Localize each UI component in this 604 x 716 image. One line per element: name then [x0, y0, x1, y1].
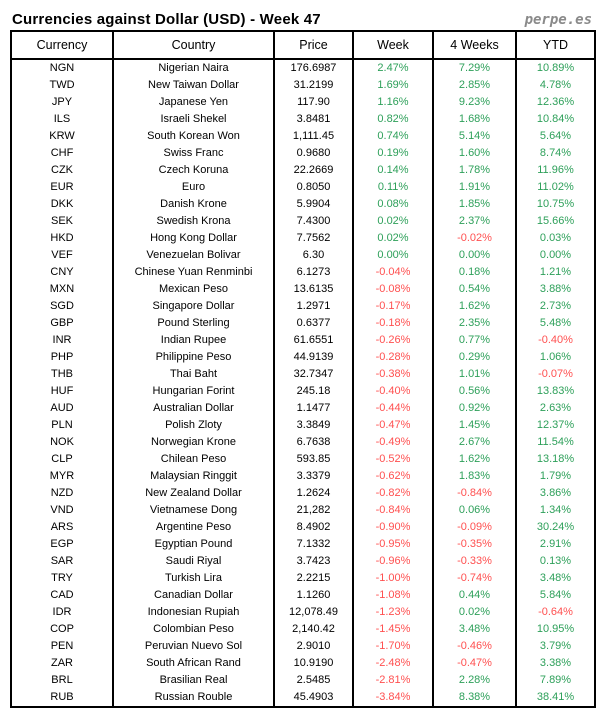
four-weeks-change-cell: 1.45% — [433, 417, 516, 434]
four-weeks-change-cell: 0.44% — [433, 587, 516, 604]
perpe-logo: perpe.es — [524, 12, 592, 28]
four-weeks-change-cell: 1.83% — [433, 468, 516, 485]
country-cell: Colombian Peso — [113, 621, 274, 638]
ytd-change-cell: 13.18% — [516, 451, 595, 468]
price-cell: 8.4902 — [274, 519, 353, 536]
country-cell: Chinese Yuan Renminbi — [113, 264, 274, 281]
week-change-cell: -0.62% — [353, 468, 433, 485]
column-header-ytd: YTD — [516, 31, 595, 59]
table-row — [11, 417, 595, 434]
price-cell: 31.2199 — [274, 77, 353, 94]
header-row — [11, 31, 595, 59]
price-cell: 0.6377 — [274, 315, 353, 332]
table-row — [11, 196, 595, 213]
week-change-cell: -1.08% — [353, 587, 433, 604]
price-cell: 6.7638 — [274, 434, 353, 451]
table-row — [11, 77, 595, 94]
currency-code-cell: SEK — [11, 213, 113, 230]
price-cell: 2.2215 — [274, 570, 353, 587]
week-change-cell: -0.17% — [353, 298, 433, 315]
ytd-change-cell: 11.54% — [516, 434, 595, 451]
price-cell: 5.9904 — [274, 196, 353, 213]
price-cell: 1.2971 — [274, 298, 353, 315]
country-cell: Mexican Peso — [113, 281, 274, 298]
four-weeks-change-cell: 2.28% — [433, 672, 516, 689]
week-change-cell: -0.95% — [353, 536, 433, 553]
four-weeks-change-cell: 0.18% — [433, 264, 516, 281]
price-cell: 1,111.45 — [274, 128, 353, 145]
currency-code-cell: IDR — [11, 604, 113, 621]
table-row — [11, 672, 595, 689]
week-change-cell: -0.52% — [353, 451, 433, 468]
table-header — [11, 31, 595, 59]
price-cell: 7.7562 — [274, 230, 353, 247]
four-weeks-change-cell: 2.37% — [433, 213, 516, 230]
country-cell: Turkish Lira — [113, 570, 274, 587]
four-weeks-change-cell: 2.85% — [433, 77, 516, 94]
price-cell: 6.1273 — [274, 264, 353, 281]
week-change-cell: 0.82% — [353, 111, 433, 128]
table-row — [11, 519, 595, 536]
week-change-cell: -0.40% — [353, 383, 433, 400]
country-cell: Japanese Yen — [113, 94, 274, 111]
four-weeks-change-cell: 0.56% — [433, 383, 516, 400]
table-row — [11, 349, 595, 366]
four-weeks-change-cell: -0.84% — [433, 485, 516, 502]
table-row — [11, 315, 595, 332]
week-change-cell: -0.44% — [353, 400, 433, 417]
week-change-cell: 2.47% — [353, 59, 433, 77]
week-change-cell: -1.45% — [353, 621, 433, 638]
four-weeks-change-cell: 7.29% — [433, 59, 516, 77]
table-row — [11, 94, 595, 111]
four-weeks-change-cell: 9.23% — [433, 94, 516, 111]
four-weeks-change-cell: 1.85% — [433, 196, 516, 213]
currency-code-cell: THB — [11, 366, 113, 383]
table-row — [11, 536, 595, 553]
four-weeks-change-cell: 1.60% — [433, 145, 516, 162]
price-cell: 44.9139 — [274, 349, 353, 366]
country-cell: New Zealand Dollar — [113, 485, 274, 502]
price-cell: 21,282 — [274, 502, 353, 519]
price-cell: 12,078.49 — [274, 604, 353, 621]
currency-code-cell: BRL — [11, 672, 113, 689]
table-row — [11, 128, 595, 145]
four-weeks-change-cell: 0.77% — [433, 332, 516, 349]
table-row — [11, 468, 595, 485]
currency-code-cell: NGN — [11, 59, 113, 77]
country-cell: Polish Zloty — [113, 417, 274, 434]
country-cell: Indonesian Rupiah — [113, 604, 274, 621]
four-weeks-change-cell: 0.00% — [433, 247, 516, 264]
ytd-change-cell: 5.48% — [516, 315, 595, 332]
ytd-change-cell: 1.06% — [516, 349, 595, 366]
price-cell: 2,140.42 — [274, 621, 353, 638]
country-cell: Indian Rupee — [113, 332, 274, 349]
four-weeks-change-cell: 0.02% — [433, 604, 516, 621]
table-row — [11, 111, 595, 128]
country-cell: Thai Baht — [113, 366, 274, 383]
price-cell: 0.8050 — [274, 179, 353, 196]
four-weeks-change-cell: 8.38% — [433, 689, 516, 707]
four-weeks-change-cell: 1.62% — [433, 451, 516, 468]
four-weeks-change-cell: 0.92% — [433, 400, 516, 417]
price-cell: 7.1332 — [274, 536, 353, 553]
week-change-cell: -1.00% — [353, 570, 433, 587]
week-change-cell: -0.84% — [353, 502, 433, 519]
price-cell: 2.5485 — [274, 672, 353, 689]
currency-code-cell: MXN — [11, 281, 113, 298]
price-cell: 32.7347 — [274, 366, 353, 383]
ytd-change-cell: 0.00% — [516, 247, 595, 264]
table-row — [11, 298, 595, 315]
currency-code-cell: SGD — [11, 298, 113, 315]
currency-code-cell: CZK — [11, 162, 113, 179]
ytd-change-cell: -0.07% — [516, 366, 595, 383]
ytd-change-cell: 12.36% — [516, 94, 595, 111]
table-row — [11, 59, 595, 77]
currency-code-cell: HUF — [11, 383, 113, 400]
price-cell: 6.30 — [274, 247, 353, 264]
price-cell: 3.3379 — [274, 468, 353, 485]
country-cell: Peruvian Nuevo Sol — [113, 638, 274, 655]
country-cell: Brasilian Real — [113, 672, 274, 689]
ytd-change-cell: 10.95% — [516, 621, 595, 638]
ytd-change-cell: 3.48% — [516, 570, 595, 587]
ytd-change-cell: 5.84% — [516, 587, 595, 604]
ytd-change-cell: 11.02% — [516, 179, 595, 196]
week-change-cell: -0.47% — [353, 417, 433, 434]
currency-code-cell: ZAR — [11, 655, 113, 672]
price-cell: 61.6551 — [274, 332, 353, 349]
country-cell: Hungarian Forint — [113, 383, 274, 400]
table-row — [11, 179, 595, 196]
price-cell: 1.1260 — [274, 587, 353, 604]
country-cell: Pound Sterling — [113, 315, 274, 332]
country-cell: New Taiwan Dollar — [113, 77, 274, 94]
ytd-change-cell: 10.89% — [516, 59, 595, 77]
currency-code-cell: NZD — [11, 485, 113, 502]
four-weeks-change-cell: 2.67% — [433, 434, 516, 451]
ytd-change-cell: 3.86% — [516, 485, 595, 502]
ytd-change-cell: -0.40% — [516, 332, 595, 349]
table-row — [11, 451, 595, 468]
price-cell: 117.90 — [274, 94, 353, 111]
four-weeks-change-cell: -0.74% — [433, 570, 516, 587]
table-row — [11, 655, 595, 672]
currency-code-cell: TRY — [11, 570, 113, 587]
currency-code-cell: KRW — [11, 128, 113, 145]
country-cell: Australian Dollar — [113, 400, 274, 417]
ytd-change-cell: 3.79% — [516, 638, 595, 655]
price-cell: 3.7423 — [274, 553, 353, 570]
currency-code-cell: TWD — [11, 77, 113, 94]
country-cell: Israeli Shekel — [113, 111, 274, 128]
table-row — [11, 689, 595, 707]
table-row — [11, 247, 595, 264]
price-cell: 45.4903 — [274, 689, 353, 707]
table-row — [11, 145, 595, 162]
currency-code-cell: ILS — [11, 111, 113, 128]
ytd-change-cell: 15.66% — [516, 213, 595, 230]
table-body — [11, 59, 595, 707]
table-row — [11, 587, 595, 604]
ytd-change-cell: 0.03% — [516, 230, 595, 247]
week-change-cell: 1.16% — [353, 94, 433, 111]
currency-code-cell: NOK — [11, 434, 113, 451]
four-weeks-change-cell: -0.09% — [433, 519, 516, 536]
price-cell: 0.9680 — [274, 145, 353, 162]
currency-code-cell: VND — [11, 502, 113, 519]
table-row — [11, 230, 595, 247]
price-cell: 22.2669 — [274, 162, 353, 179]
country-cell: Euro — [113, 179, 274, 196]
price-cell: 593.85 — [274, 451, 353, 468]
four-weeks-change-cell: -0.02% — [433, 230, 516, 247]
country-cell: Hong Kong Dollar — [113, 230, 274, 247]
currency-code-cell: AUD — [11, 400, 113, 417]
week-change-cell: -0.26% — [353, 332, 433, 349]
week-change-cell: 0.02% — [353, 213, 433, 230]
currency-code-cell: EGP — [11, 536, 113, 553]
week-change-cell: -0.38% — [353, 366, 433, 383]
ytd-change-cell: 10.75% — [516, 196, 595, 213]
currency-table — [10, 30, 596, 708]
week-change-cell: 0.02% — [353, 230, 433, 247]
week-change-cell: 0.74% — [353, 128, 433, 145]
four-weeks-change-cell: 0.29% — [433, 349, 516, 366]
price-cell: 7.4300 — [274, 213, 353, 230]
country-cell: Philippine Peso — [113, 349, 274, 366]
currency-code-cell: PHP — [11, 349, 113, 366]
week-change-cell: -3.84% — [353, 689, 433, 707]
table-row — [11, 400, 595, 417]
price-cell: 1.2624 — [274, 485, 353, 502]
week-change-cell: -0.90% — [353, 519, 433, 536]
ytd-change-cell: 10.84% — [516, 111, 595, 128]
table-row — [11, 553, 595, 570]
four-weeks-change-cell: 0.54% — [433, 281, 516, 298]
ytd-change-cell: 4.78% — [516, 77, 595, 94]
week-change-cell: 0.00% — [353, 247, 433, 264]
country-cell: Singapore Dollar — [113, 298, 274, 315]
ytd-change-cell: 13.83% — [516, 383, 595, 400]
week-change-cell: -0.49% — [353, 434, 433, 451]
column-header-currency: Currency — [11, 31, 113, 59]
week-change-cell: -2.48% — [353, 655, 433, 672]
country-cell: Argentine Peso — [113, 519, 274, 536]
ytd-change-cell: 8.74% — [516, 145, 595, 162]
currency-code-cell: CLP — [11, 451, 113, 468]
table-row — [11, 264, 595, 281]
week-change-cell: 1.69% — [353, 77, 433, 94]
table-row — [11, 502, 595, 519]
currency-code-cell: COP — [11, 621, 113, 638]
country-cell: Czech Koruna — [113, 162, 274, 179]
four-weeks-change-cell: 1.78% — [433, 162, 516, 179]
country-cell: Danish Krone — [113, 196, 274, 213]
ytd-change-cell: 1.79% — [516, 468, 595, 485]
four-weeks-change-cell: -0.33% — [433, 553, 516, 570]
week-change-cell: -0.96% — [353, 553, 433, 570]
country-cell: Swiss Franc — [113, 145, 274, 162]
price-cell: 3.8481 — [274, 111, 353, 128]
four-weeks-change-cell: -0.46% — [433, 638, 516, 655]
country-cell: Canadian Dollar — [113, 587, 274, 604]
page-title: Currencies against Dollar (USD) - Week 47 — [12, 11, 321, 28]
table-row — [11, 570, 595, 587]
ytd-change-cell: 12.37% — [516, 417, 595, 434]
table-row — [11, 281, 595, 298]
table-row — [11, 485, 595, 502]
ytd-change-cell: 5.64% — [516, 128, 595, 145]
currency-code-cell: PLN — [11, 417, 113, 434]
currency-code-cell: EUR — [11, 179, 113, 196]
currency-code-cell: INR — [11, 332, 113, 349]
week-change-cell: -0.04% — [353, 264, 433, 281]
currency-code-cell: CHF — [11, 145, 113, 162]
ytd-change-cell: 3.38% — [516, 655, 595, 672]
ytd-change-cell: -0.64% — [516, 604, 595, 621]
ytd-change-cell: 7.89% — [516, 672, 595, 689]
column-header-4weeks: 4 Weeks — [433, 31, 516, 59]
price-cell: 3.3849 — [274, 417, 353, 434]
country-cell: Malaysian Ringgit — [113, 468, 274, 485]
country-cell: South Korean Won — [113, 128, 274, 145]
table-row — [11, 638, 595, 655]
price-cell: 13.6135 — [274, 281, 353, 298]
four-weeks-change-cell: 3.48% — [433, 621, 516, 638]
price-cell: 10.9190 — [274, 655, 353, 672]
currency-code-cell: DKK — [11, 196, 113, 213]
price-cell: 176.6987 — [274, 59, 353, 77]
ytd-change-cell: 2.63% — [516, 400, 595, 417]
four-weeks-change-cell: -0.47% — [433, 655, 516, 672]
week-change-cell: -0.18% — [353, 315, 433, 332]
week-change-cell: 0.11% — [353, 179, 433, 196]
currency-code-cell: JPY — [11, 94, 113, 111]
week-change-cell: 0.19% — [353, 145, 433, 162]
week-change-cell: -0.08% — [353, 281, 433, 298]
week-change-cell: 0.14% — [353, 162, 433, 179]
country-cell: Saudi Riyal — [113, 553, 274, 570]
country-cell: Venezuelan Bolivar — [113, 247, 274, 264]
ytd-change-cell: 1.21% — [516, 264, 595, 281]
four-weeks-change-cell: 1.91% — [433, 179, 516, 196]
ytd-change-cell: 2.73% — [516, 298, 595, 315]
currency-code-cell: ARS — [11, 519, 113, 536]
week-change-cell: -2.81% — [353, 672, 433, 689]
table-row — [11, 213, 595, 230]
country-cell: Swedish Krona — [113, 213, 274, 230]
currency-code-cell: MYR — [11, 468, 113, 485]
table-row — [11, 366, 595, 383]
table-row — [11, 604, 595, 621]
currency-code-cell: VEF — [11, 247, 113, 264]
ytd-change-cell: 3.88% — [516, 281, 595, 298]
week-change-cell: -0.28% — [353, 349, 433, 366]
week-change-cell: 0.08% — [353, 196, 433, 213]
currency-code-cell: CNY — [11, 264, 113, 281]
week-change-cell: -0.82% — [353, 485, 433, 502]
four-weeks-change-cell: 1.62% — [433, 298, 516, 315]
country-cell: Vietnamese Dong — [113, 502, 274, 519]
country-cell: Norwegian Krone — [113, 434, 274, 451]
country-cell: Nigerian Naira — [113, 59, 274, 77]
four-weeks-change-cell: 5.14% — [433, 128, 516, 145]
four-weeks-change-cell: 1.01% — [433, 366, 516, 383]
ytd-change-cell: 1.34% — [516, 502, 595, 519]
currency-code-cell: CAD — [11, 587, 113, 604]
ytd-change-cell: 0.13% — [516, 553, 595, 570]
four-weeks-change-cell: -0.35% — [433, 536, 516, 553]
currency-code-cell: RUB — [11, 689, 113, 707]
four-weeks-change-cell: 1.68% — [433, 111, 516, 128]
table-row — [11, 162, 595, 179]
table-row — [11, 621, 595, 638]
currency-code-cell: PEN — [11, 638, 113, 655]
table-row — [11, 332, 595, 349]
title-bar — [10, 2, 594, 29]
ytd-change-cell: 2.91% — [516, 536, 595, 553]
currency-code-cell: HKD — [11, 230, 113, 247]
price-cell: 1.1477 — [274, 400, 353, 417]
table-row — [11, 434, 595, 451]
week-change-cell: -1.70% — [353, 638, 433, 655]
four-weeks-change-cell: 2.35% — [433, 315, 516, 332]
column-header-price: Price — [274, 31, 353, 59]
price-cell: 2.9010 — [274, 638, 353, 655]
column-header-week: Week — [353, 31, 433, 59]
currency-code-cell: SAR — [11, 553, 113, 570]
currency-code-cell: GBP — [11, 315, 113, 332]
country-cell: Egyptian Pound — [113, 536, 274, 553]
ytd-change-cell: 30.24% — [516, 519, 595, 536]
ytd-change-cell: 11.96% — [516, 162, 595, 179]
four-weeks-change-cell: 0.06% — [433, 502, 516, 519]
country-cell: South African Rand — [113, 655, 274, 672]
column-header-country: Country — [113, 31, 274, 59]
country-cell: Chilean Peso — [113, 451, 274, 468]
price-cell: 245.18 — [274, 383, 353, 400]
week-change-cell: -1.23% — [353, 604, 433, 621]
country-cell: Russian Rouble — [113, 689, 274, 707]
ytd-change-cell: 38.41% — [516, 689, 595, 707]
table-row — [11, 383, 595, 400]
